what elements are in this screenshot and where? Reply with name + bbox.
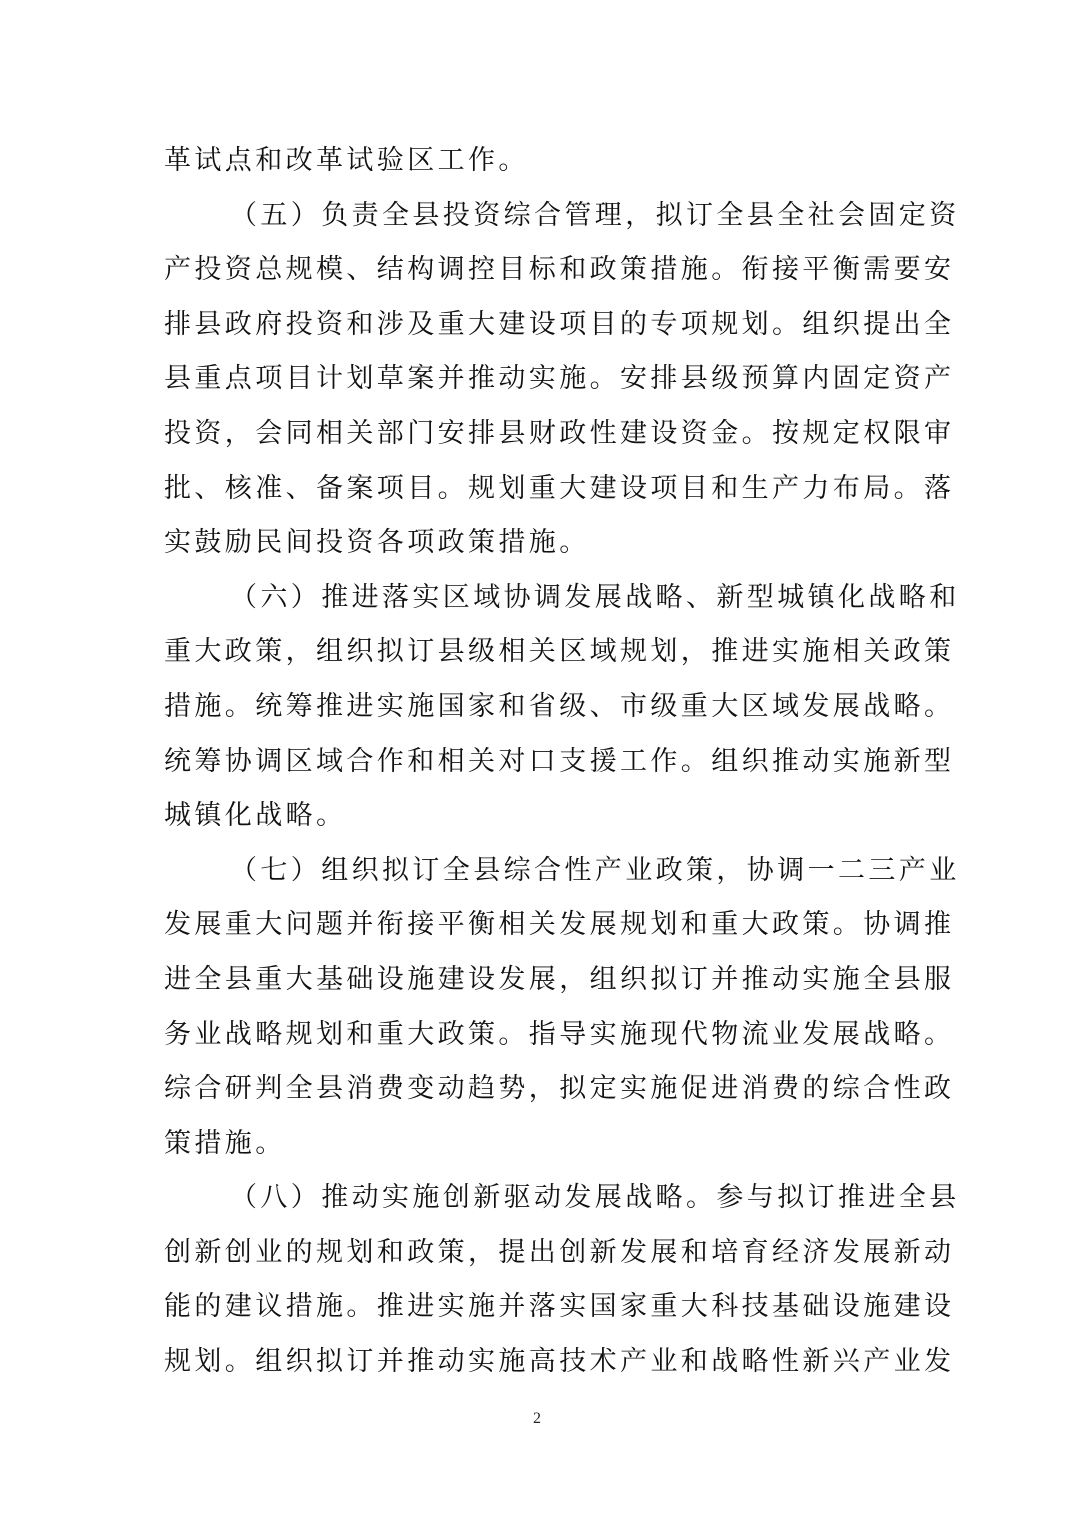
text-line: 进全县重大基础设施建设发展，组织拟订并推动实施全县服 — [164, 963, 955, 995]
paragraph-first-line: （六）推进落实区域协调发展战略、新型城镇化战略和 — [230, 581, 960, 613]
text-line: 实鼓励民间投资各项政策措施。 — [164, 527, 590, 559]
text-line: 重大政策，组织拟订县级相关区域规划，推进实施相关政策 — [164, 636, 955, 668]
text-line: 综合研判全县消费变动趋势，拟定实施促进消费的综合性政 — [164, 1073, 955, 1105]
text-line: 城镇化战略。 — [164, 800, 347, 832]
text-line: 能的建议措施。推进实施并落实国家重大科技基础设施建设 — [164, 1291, 955, 1323]
text-line: 措施。统筹推进实施国家和省级、市级重大区域发展战略。 — [164, 690, 955, 722]
text-line: 革试点和改革试验区工作。 — [164, 145, 529, 176]
paragraph-first-line: （五）负责全县投资综合管理，拟订全县全社会固定资 — [230, 199, 960, 231]
text-line: 批、核准、备案项目。规划重大建设项目和生产力布局。落 — [164, 472, 955, 504]
text-line: 排县政府投资和涉及重大建设项目的专项规划。组织提出全 — [164, 308, 955, 340]
text-line: 策措施。 — [164, 1127, 286, 1159]
text-line: 投资，会同相关部门安排县财政性建设资金。按规定权限审 — [164, 417, 955, 449]
text-line: 发展重大问题并衔接平衡相关发展规划和重大政策。协调推 — [164, 909, 955, 941]
text-line: 统筹协调区域合作和相关对口支援工作。组织推动实施新型 — [164, 745, 955, 777]
page-number: 2 — [533, 1410, 541, 1427]
paragraph-first-line: （八）推动实施创新驱动发展战略。参与拟订推进全县 — [230, 1182, 960, 1214]
text-line: 规划。组织拟订并推动实施高技术产业和战略性新兴产业发 — [164, 1346, 955, 1378]
text-line: 务业战略规划和重大政策。指导实施现代物流业发展战略。 — [164, 1018, 955, 1050]
text-line: 创新创业的规划和政策，提出创新发展和培育经济发展新动 — [164, 1236, 955, 1268]
text-line: 产投资总规模、结构调控目标和政策措施。衔接平衡需要安 — [164, 254, 955, 286]
body-text — [164, 134, 960, 1390]
paragraph-first-line: （七）组织拟订全县综合性产业政策，协调一二三产业 — [230, 854, 960, 886]
text-line: 县重点项目计划草案并推动实施。安排县级预算内固定资产 — [164, 363, 955, 395]
